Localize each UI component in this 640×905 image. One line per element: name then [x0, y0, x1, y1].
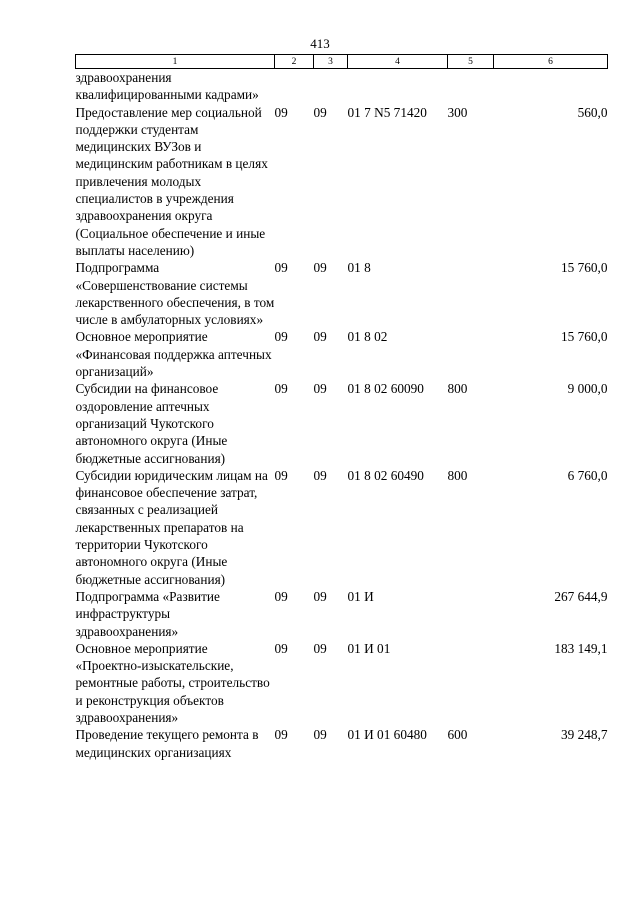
table-row	[76, 69, 608, 104]
row-vr: 300	[447, 104, 468, 120]
table-row	[76, 467, 608, 588]
row-name: Субсидии на финансовое оздоровление аптечных организаций Чукотского автономного округа (Иные бюджетные ассигнования)	[75, 381, 228, 466]
row-csr: 01 И 01 60480	[347, 727, 427, 743]
row-name: Подпрограмма «Развитие инфраструктуры здравоохранения»	[75, 588, 220, 639]
table-header-row	[76, 55, 608, 69]
header-col-3: 3	[314, 55, 348, 69]
row-section: 09	[274, 588, 288, 604]
row-csr: 01 8 02	[347, 329, 388, 345]
row-section: 09	[274, 260, 288, 276]
header-col-4: 4	[348, 55, 448, 69]
row-section: 09	[274, 467, 288, 483]
row-section: 09	[274, 640, 288, 656]
row-vr	[448, 69, 494, 104]
row-csr: 01 И	[347, 588, 374, 604]
row-section	[275, 69, 314, 104]
header-col-5: 5	[448, 55, 494, 69]
row-subsection: 09	[313, 727, 327, 743]
budget-table	[75, 54, 608, 761]
row-subsection: 09	[313, 104, 327, 120]
row-csr	[348, 69, 448, 104]
row-section: 09	[274, 727, 288, 743]
row-amount: 39 248,7	[560, 727, 608, 743]
row-subsection: 09	[313, 588, 327, 604]
row-amount: 183 149,1	[554, 640, 608, 656]
row-csr: 01 8 02 60090	[347, 381, 424, 397]
table-row	[76, 259, 608, 328]
row-amount: 560,0	[577, 104, 608, 120]
row-subsection: 09	[313, 329, 327, 345]
table-row	[76, 104, 608, 260]
row-csr: 01 8	[347, 260, 371, 276]
row-section: 09	[274, 329, 288, 345]
row-vr	[448, 640, 494, 726]
row-name: Подпрограмма «Совершенствование системы лекарственного обеспечения, в том числе в амбулаторных условиях»	[75, 260, 275, 328]
page-number: 413	[310, 36, 330, 51]
row-vr	[448, 588, 494, 640]
row-vr	[448, 328, 494, 380]
table-row	[76, 380, 608, 466]
row-section: 09	[274, 381, 288, 397]
row-subsection: 09	[313, 467, 327, 483]
row-amount	[494, 69, 608, 104]
header-col-6: 6	[494, 55, 608, 69]
row-name: Основное мероприятие «Проектно-изыскательские, ремонтные работы, строительство и реконструкция объектов здравоохранения»	[75, 640, 270, 725]
table-row	[76, 588, 608, 640]
table-row	[76, 328, 608, 380]
header-col-2: 2	[275, 55, 314, 69]
row-name: здравоохранения квалифицированными кадрами»	[75, 70, 259, 103]
row-amount: 15 760,0	[560, 260, 608, 276]
row-vr: 800	[447, 467, 468, 483]
row-csr: 01 7 N5 71420	[347, 104, 427, 120]
row-subsection: 09	[313, 260, 327, 276]
row-section: 09	[274, 104, 288, 120]
row-amount: 9 000,0	[567, 381, 608, 397]
row-name: Проведение текущего ремонта в медицинских организациях	[75, 727, 259, 760]
row-name: Предоставление мер социальной поддержки студентам медицинских ВУЗов и медицинским работникам в целях привлечения молодых специалистов в учреждения здравоохранения округа (Социальное обеспечение и иные выплаты населению)	[75, 104, 268, 258]
table-body	[76, 69, 608, 761]
table-row	[76, 640, 608, 726]
row-vr: 600	[447, 727, 468, 743]
row-vr: 800	[447, 381, 468, 397]
row-amount: 6 760,0	[567, 467, 608, 483]
row-csr: 01 8 02 60490	[347, 467, 424, 483]
header-col-1: 1	[76, 55, 275, 69]
row-name: Основное мероприятие «Финансовая поддержка аптечных организаций»	[75, 329, 272, 380]
row-subsection: 09	[313, 381, 327, 397]
row-csr: 01 И 01	[347, 640, 391, 656]
row-vr	[448, 259, 494, 328]
row-name: Субсидии юридическим лицам на финансовое обеспечение затрат, связанных с реализацией лекарственных препаратов на территории Чукотского автономного округа (Иные бюджетные ассигнования)	[75, 467, 268, 587]
row-subsection	[314, 69, 348, 104]
row-amount: 15 760,0	[560, 329, 608, 345]
row-subsection: 09	[313, 640, 327, 656]
table-row	[76, 726, 608, 761]
row-amount: 267 644,9	[554, 588, 608, 604]
